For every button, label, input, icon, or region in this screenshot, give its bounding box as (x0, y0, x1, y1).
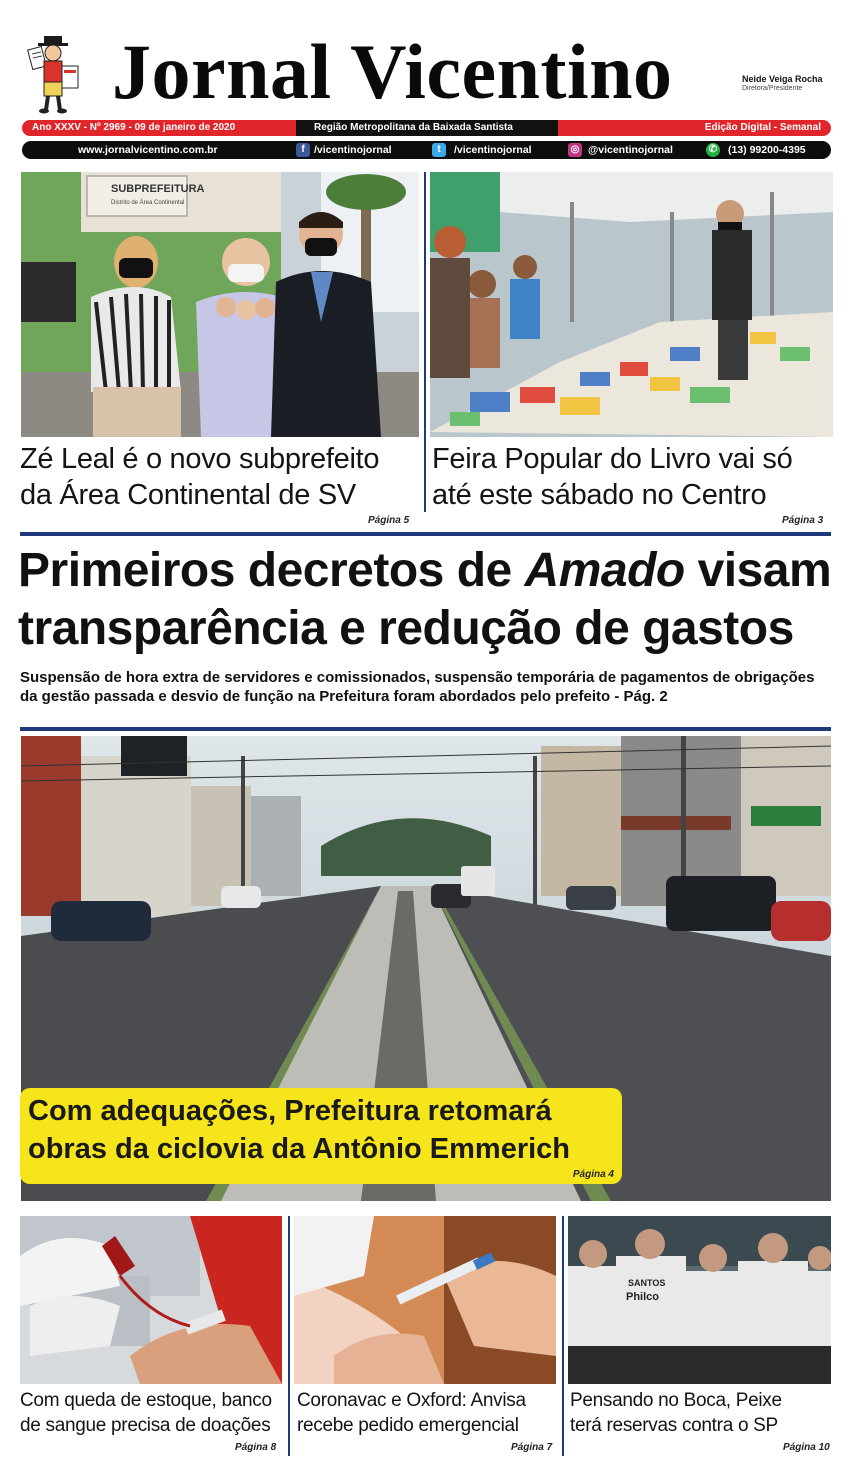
page-ref-feature: Página 4 (572, 1169, 614, 1180)
headline-subprefeito-l2[interactable]: da Área Continental de SV (20, 479, 356, 511)
page-ref-santos: Página 10 (783, 1442, 830, 1453)
director-name: Neide Veiga Rocha (742, 74, 823, 84)
photo-santos-players (568, 1216, 831, 1384)
headline-santos-l1[interactable]: Pensando no Boca, Peixe (570, 1390, 782, 1411)
edition-info: Ano XXXV - Nº 2969 - 09 de janeiro de 2020 (32, 122, 236, 133)
facebook-link[interactable]: /vicentinojornal (314, 144, 392, 156)
whatsapp-number[interactable]: (13) 99200-4395 (728, 144, 806, 156)
edition-info-bar (22, 120, 831, 136)
page-ref-subprefeito: Página 5 (368, 515, 410, 526)
photo-blood-donation (20, 1216, 282, 1384)
headline-blood-l1[interactable]: Com queda de estoque, banco (20, 1390, 272, 1411)
page-ref-vaccine: Página 7 (511, 1442, 553, 1453)
twitter-icon: t (432, 143, 446, 157)
sign-subprefeitura: SUBPREFEITURA (111, 183, 205, 195)
page-ref-blood: Página 8 (235, 1442, 277, 1453)
photo-subprefeito (21, 172, 419, 437)
director-credit (742, 74, 842, 94)
headline-vaccine-l1[interactable]: Coronavac e Oxford: Anvisa (297, 1390, 526, 1411)
twitter-link[interactable]: /vicentinojornal (454, 144, 532, 156)
headline-blood-l2[interactable]: de sangue precisa de doações (20, 1415, 271, 1436)
lead-headline-line2: transparência e redução de gastos (18, 602, 794, 655)
jersey-brand: SANTOS (628, 1278, 666, 1288)
feature-headline-l2: obras da ciclovia da Antônio Emmerich (28, 1133, 571, 1165)
jersey-sponsor: Philco (626, 1291, 660, 1303)
headline-santos-l2[interactable]: terá reservas contra o SP (570, 1415, 778, 1436)
edition-format: Edição Digital - Semanal (704, 122, 821, 133)
lead-headline-part1: Primeiros decretos de (18, 544, 525, 597)
section-rule (20, 727, 831, 731)
column-divider (562, 1216, 564, 1456)
column-divider (288, 1216, 290, 1456)
instagram-link[interactable]: @vicentinojornal (588, 144, 673, 156)
mascot-logo (24, 36, 82, 114)
facebook-icon: f (296, 143, 310, 157)
director-role: Diretora/Presidente (742, 85, 803, 92)
feature-headline-l1: Com adequações, Prefeitura retomará (28, 1095, 552, 1127)
column-divider (424, 172, 426, 512)
sign-subprefeitura-sub: Distrito de Área Continental (111, 200, 185, 206)
lead-headline-italic: Amado (524, 544, 685, 597)
photo-vaccine (294, 1216, 556, 1384)
feature-highlight-box[interactable] (20, 1088, 622, 1184)
section-rule (20, 532, 831, 536)
headline-feira-l1[interactable]: Feira Popular do Livro vai só (432, 443, 793, 475)
whatsapp-icon: ✆ (706, 143, 720, 157)
website-link[interactable]: www.jornalvicentino.com.br (78, 144, 218, 156)
lead-headline[interactable] (18, 542, 838, 658)
lead-headline-part2: visam (684, 544, 832, 597)
photo-book-fair (430, 172, 833, 437)
region-label: Região Metropolitana da Baixada Santista (314, 122, 513, 133)
headline-vaccine-l2[interactable]: recebe pedido emergencial (297, 1415, 519, 1436)
headline-subprefeito-l1[interactable]: Zé Leal é o novo subprefeito (20, 443, 380, 475)
newspaper-title: Jornal Vicentino (112, 28, 673, 115)
social-bar (22, 141, 831, 159)
page-ref-feira: Página 3 (782, 515, 824, 526)
instagram-icon: ◎ (568, 143, 582, 157)
headline-feira-l2[interactable]: até este sábado no Centro (432, 479, 767, 511)
lead-subhead: Suspensão de hora extra de servidores e comissionados, suspensão temporária de pagamentos de obrigações da gestão passada e desvio de função na Prefeitura foram abordados pelo prefeito - Pág. 2 (20, 669, 815, 705)
